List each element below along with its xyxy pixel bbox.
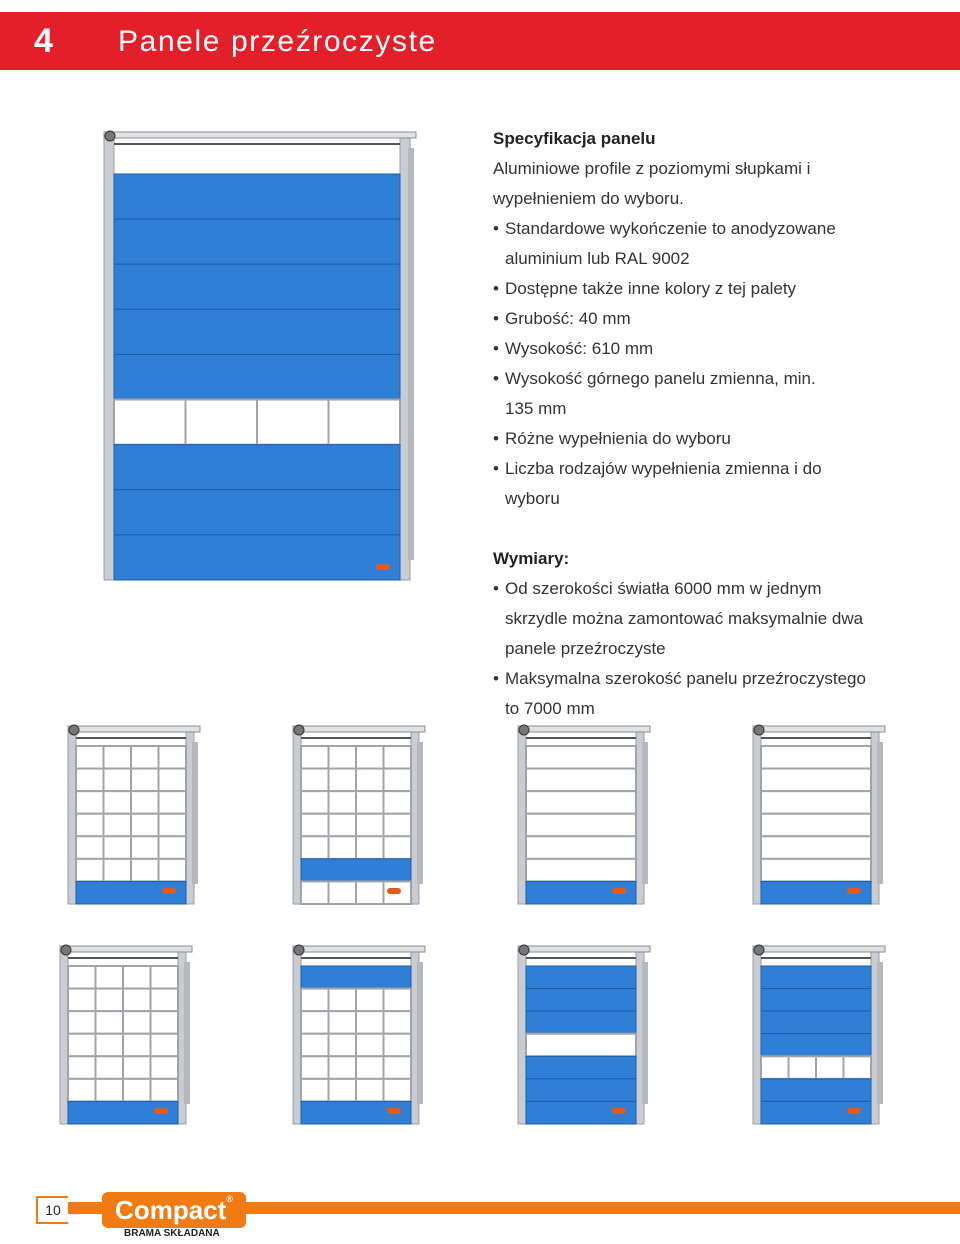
spec-bullet: • Grubość: 40 mm [493,304,933,334]
compact-logo: Compact® [102,1192,246,1228]
spec-bullet: • Standardowe wykończenie to anodyzowane aluminium lub RAL 9002 [493,214,933,274]
blue-panel [526,1011,636,1034]
door-variant-1 [60,718,210,913]
door-variant-4 [745,718,895,913]
door-label-badge [387,888,401,894]
blue-panel [301,859,411,882]
transparent-panel [761,746,871,769]
spec-bullet-list [493,214,933,514]
blue-panel [114,219,400,264]
door-label-badge [612,1108,626,1114]
logo-tagline: BRAMA SKŁADANA [124,1228,220,1239]
transparent-panel [761,859,871,882]
dimensions-bullet: • Maksymalna szerokość panelu przeźroczystego to 7000 mm [493,664,933,724]
door-motor-icon [61,945,71,955]
door-motor-icon [754,725,764,735]
dimensions-heading: Wymiary: [493,549,570,568]
blue-panel [114,445,400,490]
blue-panel [526,989,636,1012]
blue-panel [761,989,871,1012]
door-motor-icon [519,725,529,735]
door-motor-icon [105,131,115,141]
door-variant-8 [745,938,895,1133]
chapter-number: 4 [34,22,53,60]
blue-panel [761,1034,871,1057]
chapter-header [0,12,960,70]
large-door-illustration [90,118,430,588]
chapter-title: Panele przeźroczyste [118,25,437,58]
door-top-rail [104,132,416,138]
blue-panel [114,309,400,354]
door-variant-6 [285,938,435,1133]
door-side-post [753,952,761,1124]
door-side-post [293,732,301,904]
door-guide-rail [417,962,423,1104]
door-label-badge [847,1108,861,1114]
door-motor-icon [294,725,304,735]
door-side-post [518,952,526,1124]
door-top-rail [293,726,425,732]
transparent-panel [526,814,636,837]
spec-bullet: • Wysokość: 610 mm [493,334,933,364]
door-motor-icon [69,725,79,735]
door-side-post [518,732,526,904]
door-top-rail [753,726,885,732]
door-guide-rail [877,742,883,884]
blue-panel [301,966,411,989]
blue-panel [114,354,400,399]
door-variant-2 [285,718,435,913]
dimensions-bullet: • Od szerokości światła 6000 mm w jednym skrzydle można zamontować maksymalnie dwa panele przeźroczyste [493,574,933,664]
blue-panel [114,535,400,580]
blue-panel [526,1079,636,1102]
blue-panel [114,174,400,219]
transparent-panel [761,814,871,837]
door-label-badge [847,888,861,894]
door-side-post [753,732,761,904]
door-side-post [68,732,76,904]
door-guide-rail [184,962,190,1104]
spec-heading: Specyfikacja panelu [493,129,656,148]
door-label-badge [162,888,176,894]
transparent-panel [526,791,636,814]
door-side-post [293,952,301,1124]
transparent-panel [761,791,871,814]
spec-bullet: • Wysokość górnego panelu zmienna, min. 135 mm [493,364,933,424]
door-guide-rail [192,742,198,884]
door-top-rail [518,946,650,952]
blue-panel [526,966,636,989]
door-top-rail [518,726,650,732]
door-top-rail [753,946,885,952]
door-side-post [60,952,68,1124]
dimensions-bullet-list [493,574,933,724]
blue-panel [761,966,871,989]
door-top-rail [293,946,425,952]
spec-bullet: • Dostępne także inne kolory z tej palety [493,274,933,304]
blue-panel [761,1079,871,1102]
spec-intro-line: Aluminiowe profile z poziomymi słupkami i [493,159,811,178]
spec-section [493,124,933,724]
door-label-badge [154,1108,168,1114]
door-variant-5 [52,938,202,1133]
blue-panel [114,264,400,309]
door-motor-icon [754,945,764,955]
transparent-panel [526,769,636,792]
door-guide-rail [417,742,423,884]
door-label-badge [612,888,626,894]
transparent-panel [761,836,871,859]
transparent-panel [761,769,871,792]
door-label-badge [376,564,390,570]
door-top-rail [68,726,200,732]
door-variant-3 [510,718,660,913]
transparent-panel [526,1034,636,1057]
page-number: 10 [36,1196,68,1224]
door-guide-rail [642,962,648,1104]
door-motor-icon [519,945,529,955]
spec-bullet: • Liczba rodzajów wypełnienia zmienna i do wyboru [493,454,933,514]
door-side-post [104,138,114,580]
blue-panel [114,490,400,535]
transparent-panel [526,859,636,882]
door-label-badge [387,1108,401,1114]
transparent-panel [526,746,636,769]
door-guide-rail [642,742,648,884]
blue-panel [761,1011,871,1034]
door-variant-7 [510,938,660,1133]
door-top-rail [60,946,192,952]
blue-panel [526,1056,636,1079]
door-motor-icon [294,945,304,955]
door-guide-rail [877,962,883,1104]
door-guide-rail [408,148,414,560]
spec-bullet: • Różne wypełnienia do wyboru [493,424,933,454]
spec-intro-line: wypełnieniem do wyboru. [493,189,684,208]
transparent-panel [526,836,636,859]
